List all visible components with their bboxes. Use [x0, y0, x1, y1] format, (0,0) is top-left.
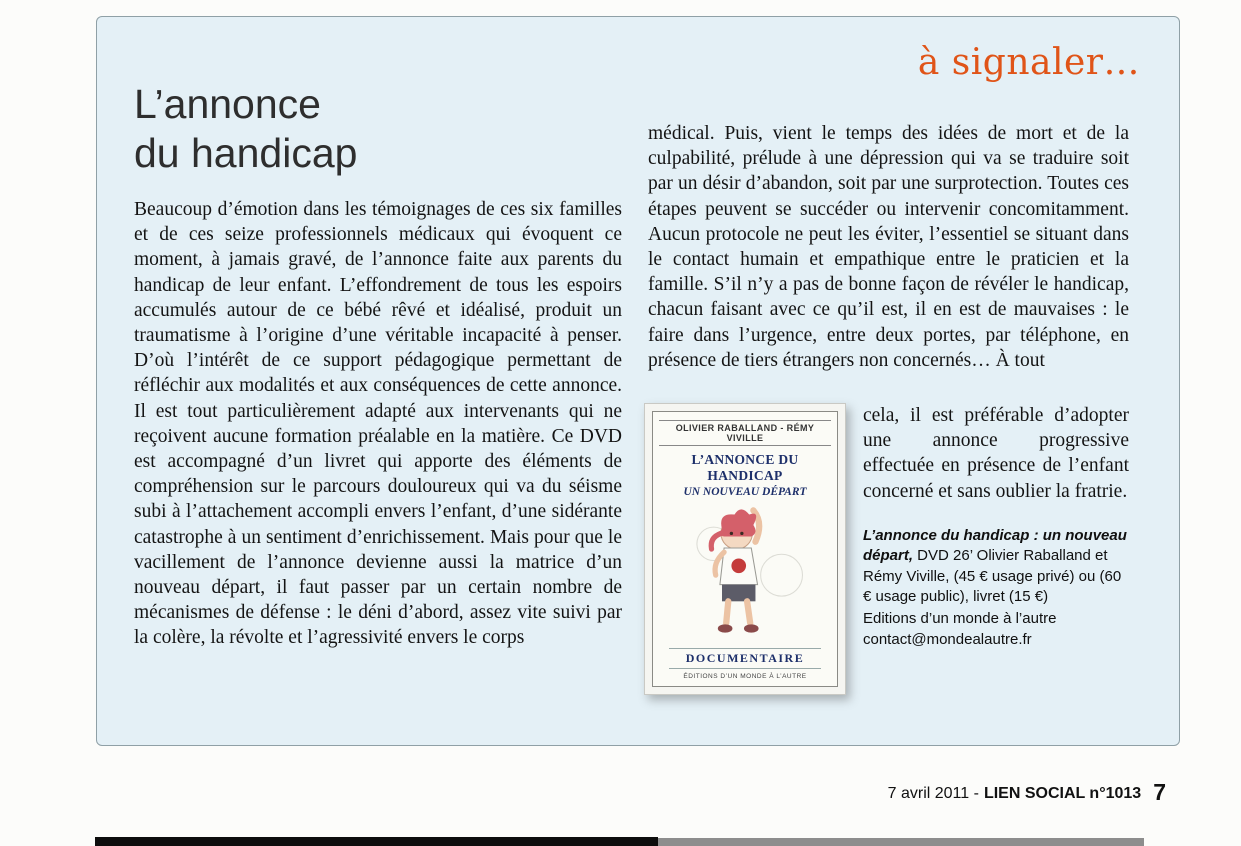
dvd-cover-title: L’ANNONCE DU HANDICAP — [691, 452, 799, 483]
scan-edge-bar-black — [95, 837, 658, 846]
footer-page-number: 7 — [1153, 779, 1166, 805]
footer-journal-name: LIEN SOCIAL n°1013 — [983, 785, 1142, 802]
dvd-cover-authors: OLIVIER RABALLAND - RÉMY VIVILLE — [659, 420, 831, 446]
section-badge: à signaler… — [917, 42, 1140, 83]
article-body-wrapped-text: cela, il est préférable d’adopter une annonce progressive effectuée en présence de l’enfant concerné et sans oublier la fratrie. — [863, 405, 1129, 502]
dvd-cover-illustration — [680, 502, 810, 640]
dvd-cover-genre: DOCUMENTAIRE — [669, 648, 820, 669]
caption-details: DVD 26’ Olivier Raballand et Rémy Viville, (45 € usage privé) ou (60 € usage public), livret (15 €) — [863, 547, 1122, 606]
dvd-caption — [863, 526, 1129, 651]
caption-email: contact@mondealautre.fr — [863, 631, 1032, 649]
article-title — [134, 80, 357, 178]
article-title-line1: L’annonce — [134, 81, 321, 127]
article-title-line2: du handicap — [134, 130, 358, 177]
dvd-cover-subtitle: UN NOUVEAU DÉPART — [683, 486, 807, 498]
page-footer — [648, 779, 1166, 806]
dvd-cover — [652, 411, 838, 687]
wrap-column — [863, 403, 1129, 695]
caption-publisher: Editions d’un monde à l’autre — [863, 609, 1057, 627]
scan-edge-bar-gray — [658, 838, 1144, 846]
article-body-left-column: Beaucoup d’émotion dans les témoignages de ces six familles et de ces seize professionnels médicaux qui évoquent ce moment, à jamais gravé, de l’annonce faite aux parents du handicap de leur enfant. L’effondrement de tous les espoirs accumulés autour de ce bébé rêvé et idéalisé, produit un traumatisme à l’origine d’une véritable incapacité à penser. D’où l’intérêt de ce support pédagogique permettant de réfléchir aux modalités et aux conséquences de cette annonce. Il est tout particulièrement adapté aux intervenants qui ne reçoivent aucune formation préalable en la matière. Ce DVD est accompagné d’un livret qui apporte des éléments de compréhension sur le parcours douloureux qui va du séisme subi à l’attachement accompli envers l’enfant, d’une sidérante catastrophe à un sentiment d’enrichissement. Mais pour que le vacillement de l’annonce devienne aussi la matrice d’un nouveau départ, il faut passer par un certain nombre de mécanismes de défense : le déni d’abord, assez vite suivi par la colère, la révolte et l’agressivité envers le corps — [134, 199, 622, 649]
dvd-cover-photo — [644, 403, 846, 695]
article-body-right-column: médical. Puis, vient le temps des idées de mort et de la culpabilité, prélude à une dépression qui va se traduire soit par un désir d’abandon, soit par une surprotection. Toutes ces étapes peuvent se succéder ou intervenir concomitamment. Aucun protocole ne peut les éviter, l’essentiel se situant dans le contact humain et empathique entre le praticien et la famille. S’il n’y a pas de bonne façon de révéler le handicap, chacun faisant avec ce qu’il est, il en est de mauvaises : le faire dans l’urgence, entre deux portes, par téléphone, en présence de tiers étrangers non concernés… À tout — [648, 123, 1129, 371]
media-row — [644, 403, 1129, 695]
dvd-cover-publisher: ÉDITIONS D’UN MONDE À L’AUTRE — [683, 673, 807, 680]
footer-date: 7 avril 2011 - — [887, 785, 979, 802]
caption-title: L’annonce du handicap : un nouveau départ, — [863, 526, 1127, 565]
